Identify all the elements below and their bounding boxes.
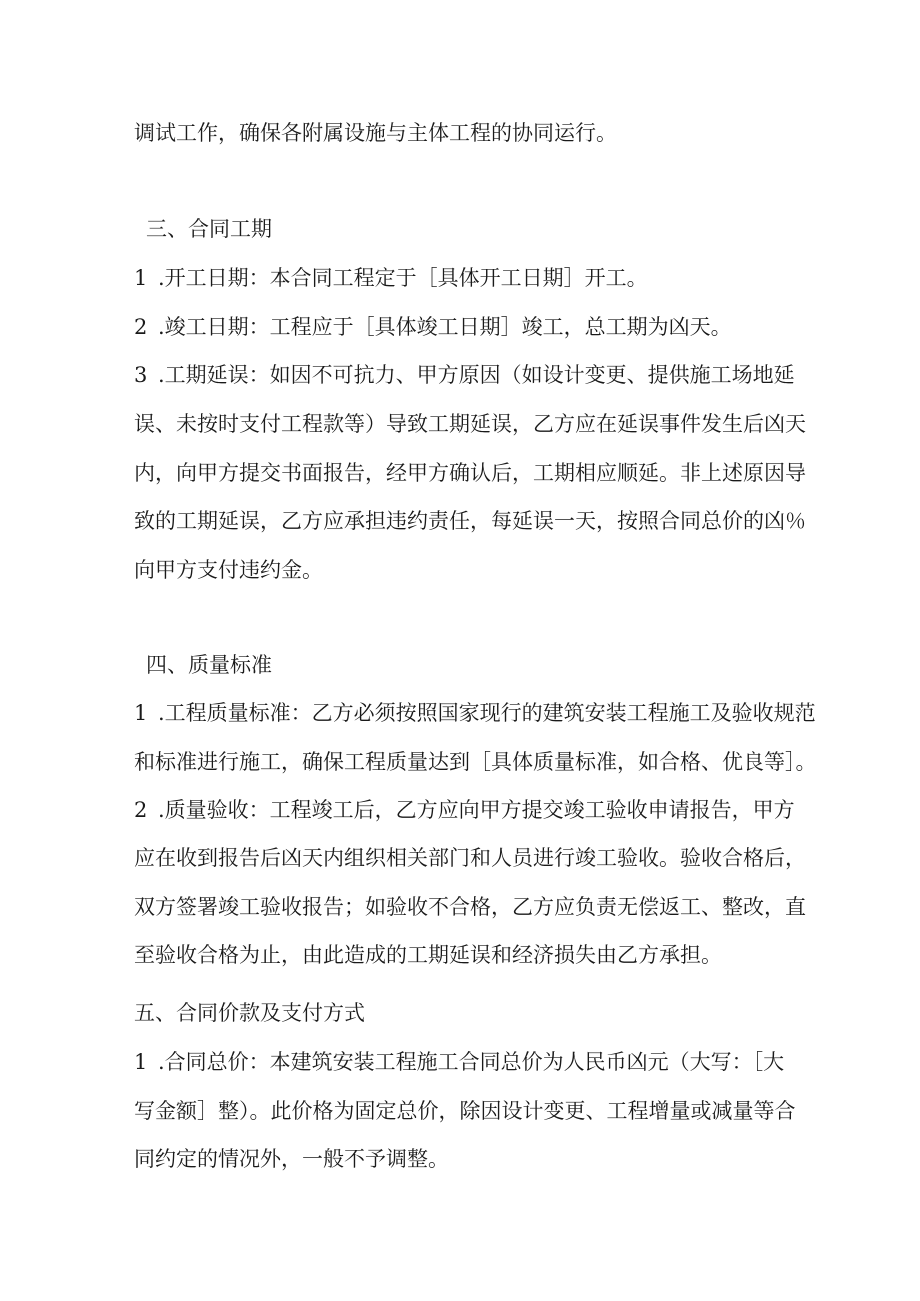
- item-number: 3: [134, 363, 148, 387]
- paragraph-line: 双方签署竣工验收报告；如验收不合格，乙方应负责无偿返工、整改，直: [134, 895, 806, 919]
- paragraph-line: 误、未按时支付工程款等）导致工期延误，乙方应在延误事件发生后凶天: [134, 412, 806, 436]
- paragraph-line: 同约定的情况外，一般不予调整。: [134, 1147, 449, 1171]
- paragraph-line: 内，向甲方提交书面报告，经甲方确认后，工期相应顺延。非上述原因导: [134, 461, 806, 485]
- paragraph-line: 应在收到报告后凶天内组织相关部门和人员进行竣工验收。验收合格后，: [134, 846, 806, 870]
- paragraph-line: 1 .工程质量标准：乙方必须按照国家现行的建筑安装工程施工及验收规范: [134, 698, 816, 728]
- paragraph-line: 2 .竣工日期：工程应于［具体竣工日期］竣工，总工期为凶天。: [134, 312, 732, 342]
- paragraph-line: 致的工期延误，乙方应承担违约责任，每延误一天，按照合同总价的凶％: [134, 509, 806, 533]
- paragraph-line: 1 .合同总价：本建筑安装工程施工合同总价为人民币凶元（大写：［大: [134, 1047, 784, 1077]
- paragraph-line: 写金额］整）。此价格为固定总价，除因设计变更、工程增量或减量等合: [134, 1099, 796, 1123]
- paragraph-line: 向甲方支付违约金。: [134, 558, 323, 582]
- paragraph-line: 3 .工期延误：如因不可抗力、甲方原因（如设计变更、提供施工场地延: [134, 360, 795, 390]
- section-4-heading: 四、质量标准: [146, 653, 272, 677]
- paragraph-line: 1 .开工日期：本合同工程定于［具体开工日期］开工。: [134, 263, 648, 293]
- item-number: 2: [134, 798, 148, 822]
- section-3-heading: 三、合同工期: [146, 217, 272, 241]
- section-5-heading: 五、合同价款及支付方式: [134, 1001, 365, 1025]
- paragraph-line: 和标准进行施工，确保工程质量达到［具体质量标准，如合格、优良等］。: [134, 750, 817, 774]
- paragraph-line: 2 .质量验收：工程竣工后，乙方应向甲方提交竣工验收申请报告，甲方: [134, 795, 795, 825]
- item-number: 1: [134, 1050, 148, 1074]
- item-number: 2: [134, 315, 148, 339]
- intro-line: 调试工作，确保各附属设施与主体工程的协同运行。: [134, 121, 617, 145]
- item-number: 1: [134, 701, 148, 725]
- paragraph-line: 至验收合格为止，由此造成的工期延误和经济损失由乙方承担。: [134, 943, 722, 967]
- item-number: 1: [134, 266, 148, 290]
